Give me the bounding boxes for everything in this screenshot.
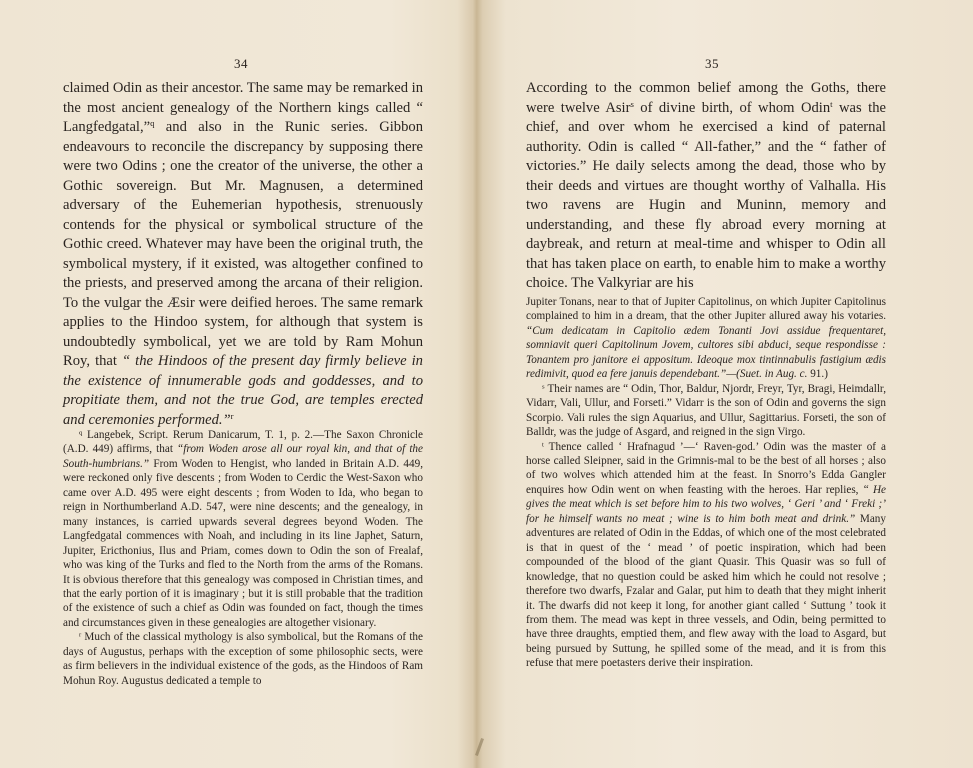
footnote-marker: t — [542, 440, 544, 448]
footnote-marker: r — [79, 631, 82, 639]
italic-text: “ He gives the meat which is set before him to his two wolves, ‘ Geri ’ and ‘ Freki ;’ for he himself wants no meat ; wine is to him both meat and drink.” — [526, 483, 886, 525]
italic-text: “ the Hindoos of the present day firmly believe in the existence of innumerable gods and goddesses, and to propitiate them, and not the true God, are temples erected and ceremonies performed.” — [63, 353, 423, 428]
right-body-paragraph — [526, 79, 886, 294]
text-run: Thence called ‘ Hrafnagud ’—‘ Raven-god.’ Odin was the master of a horse called Sleipner, said in the Grimnis-mal to be the best of all horses ; also of two wolves which attended him at the feast. In Snorro’s Edda Gangler enquires how Odin went on when feasting with the heroes. Har replies, — [526, 440, 886, 496]
right-page — [486, 0, 973, 768]
text-run: According to the common belief among the Goths, there were twelve Asir — [526, 80, 886, 116]
footnote-q — [63, 428, 423, 630]
left-footnotes — [63, 428, 423, 688]
text-run: Langebek, Script. Rerum Danicarum, T. 1, p. 2.—The Saxon Chronicle (A.D. 449) affirms, that — [63, 429, 423, 456]
footnote-marker: t — [830, 98, 833, 109]
footnote-s — [526, 382, 886, 440]
page-number-left: 34 — [234, 56, 248, 71]
left-body-paragraph — [63, 79, 423, 430]
text-run: Many adventures are related of Odin in the Eddas, of which one of the most celebrated is that in quest of the ‘ mead ’ of poetic inspiration, which had been compounded of the blood of the giant Quasir. This Quasir was so full of knowledge, that no question could be asked him which he could not resolve ; therefore two dwarfs, Fzalar and Galar, put him to death that they might inherit it. The dwarfs did not keep it long, for another giant called ‘ Suttung ’ took it from them. The mead was kept in three vessels, and Odin, being permitted to have three draughts, emptied them, and flew away with the load to Asgard, but being pursued by Suttung, he spilled some of the mead, and it is from this refuse that mere poetasters derive their inspiration. — [526, 512, 886, 670]
italic-text: “Cum dedicatam in Capitolio ædem Tonanti Jovi assidue frequentaret, somniavit queri Capitolinum Jovem, cultores sibi abduci, seque respondisse : Tonantem pro janitore ei appositum. Ideoque mox tintinnabulis fastigium ædis redimivit, quod ea fere januis dependebant.”—(Suet. in Aug. c. — [526, 324, 886, 381]
footnote-marker: s — [630, 98, 634, 109]
footnote-marker: s — [542, 383, 545, 391]
text-run: 91.) — [807, 368, 828, 381]
footnote-r-continued — [526, 295, 886, 382]
text-run: of divine birth, of whom Odin — [633, 99, 831, 116]
left-body-text — [63, 79, 423, 430]
text-run: Their names are “ Odin, Thor, Baldur, Njordr, Freyr, Tyr, Bragi, Heimdallr, Vidarr, Vali, Ullur, and Forseti.” Vidarr is the son of Odin and governs the sign Scorpio. Vali rules the sign Aquarius, and Ullur, Sagittarius. Forseti, the son of Balldr, was the judge of Asgard, and reigned in the sign Virgo. — [526, 382, 886, 439]
right-footnotes — [526, 295, 886, 671]
text-run: Jupiter Tonans, near to that of Jupiter Capitolinus, on which Jupiter Capitolinus complained to him in a dream, that the other Jupiter allured away his votaries. — [526, 296, 886, 323]
text-run: claimed Odin as their ancestor. The same may be remarked in the most ancient genealogy of the Northern kings called “ Langfedgatal,” — [63, 80, 423, 135]
text-run: and also in the Runic series. Gibbon endeavours to reconcile the discrepancy by supposing there were two Odins ; one the creator of the universe, the other a Gothic sovereign. But Mr. Magnusen, a determined adversary of the Euhemerian hypothesis, strenuously contends for the physical or symbolical structure of the Gothic creed. Whatever may have been the original truth, the symbolical mystery, if it existed, was altogether confined to the priests, and preserved among the arcana of their religion. To the vulgar the Æsir were deified heroes. The same remark applies to the Hindoo system, for although that system is undoubtedly symbolical, yet we are told by Ram Mohun Roy, that — [63, 119, 423, 369]
footnote-marker: q — [150, 118, 155, 129]
page-number-right: 35 — [705, 56, 719, 71]
text-run: From Woden to Hengist, who landed in Britain A.D. 449, were reckoned only five descents ; from Woden to Cerdic the West-Saxon who came over A.D. 495 were eight descents ; from Woden to Ida, who began to reign in Northumberland A.D. 547, were nine descents; and the genealogy, in many instances, is carried upwards several degrees beyond Woden. The Langfedgatal commences with Noah, and including in its line Japhet, Saturn, Jupiter, Ericthonius, Ilus and Priam, comes down to Odin the son of Frealaf, who was king of the Turks and fled to the North from the arms of the Romans. It is obvious therefore that this genealogy was composed in Christian times, and that the early portion of it is imaginary ; but it is still probable that the tradition of the existence of such a chief as Odin was founded on fact, though the times and circumstances given in these genealogies are altogether visionary. — [63, 457, 423, 629]
text-run: was the chief, and over whom he exercised a kind of paternal authority. Odin is called “ All-father,” and the “ father of victories.” He daily selects among the dead, those who by their deeds and virtues are thought worthy of Valhalla. His two ravens are Hugin and Muninn, memory and understanding, and these fly abroad every morning at daybreak, and return at meal-time and whisper to Odin all that has taken place on earth, to enable him to make a worthy choice. The Valkyriar are his — [526, 99, 886, 291]
right-body-text — [526, 79, 886, 294]
footnote-marker: q — [79, 429, 83, 437]
footnote-marker: r — [230, 410, 234, 421]
footnote-r — [63, 630, 423, 688]
page-fold-mark — [475, 738, 484, 756]
italic-text: “from Woden arose all our royal kin, and that of the South-humbrians.” — [63, 443, 423, 470]
footnote-t — [526, 440, 886, 671]
left-page — [0, 0, 475, 768]
text-run: Much of the classical mythology is also symbolical, but the Romans of the days of Augustus, perhaps with the exception of some philosophic sects, were as firm believers in the individual existence of the gods, as the Hindoos of Ram Mohun Roy. Augustus dedicated a temple to — [63, 631, 423, 687]
